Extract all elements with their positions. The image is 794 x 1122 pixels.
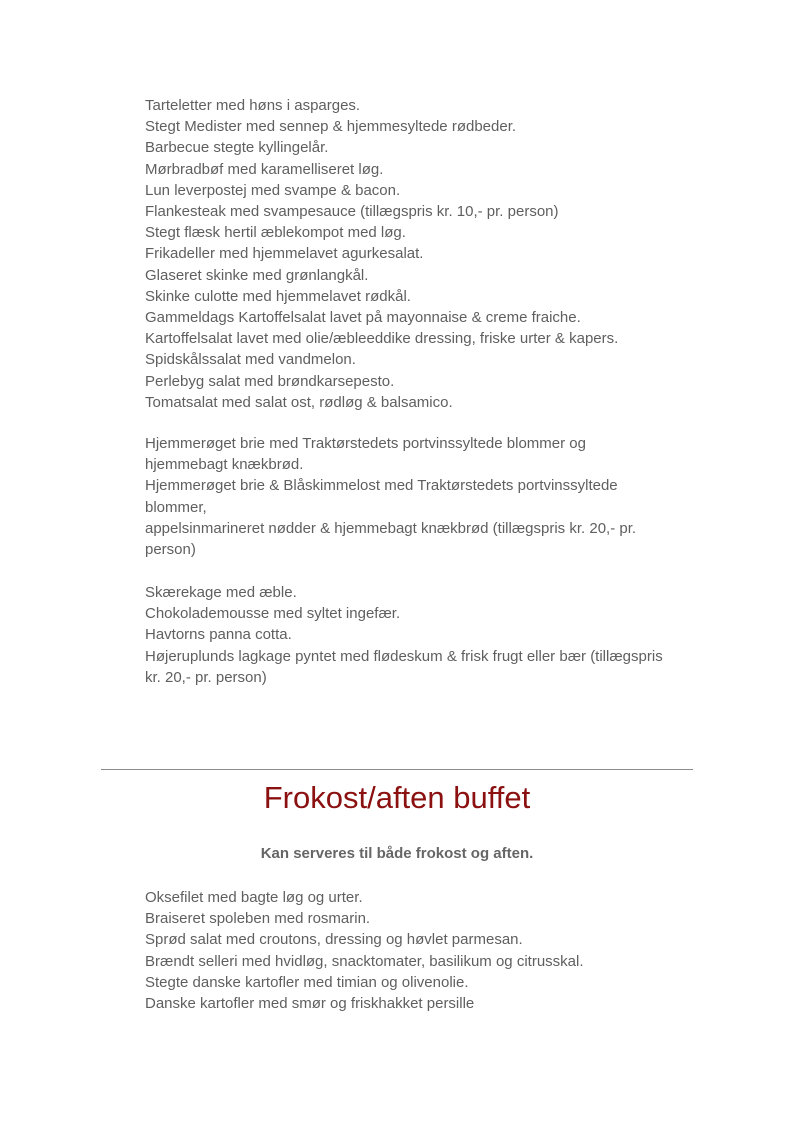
cheese-item-line: hjemmebagt knækbrød. bbox=[145, 456, 304, 474]
menu-item: Tomatsalat med salat ost, rødløg & balsamico. bbox=[145, 393, 453, 411]
cheese-item-line: appelsinmarineret nødder & hjemmebagt knækbrød (tillægspris kr. 20,- pr. bbox=[145, 519, 637, 537]
menu-item: Frikadeller med hjemmelavet agurkesalat. bbox=[145, 245, 424, 263]
menu-item: Spidskålssalat med vandmelon. bbox=[145, 351, 356, 369]
section-divider bbox=[101, 769, 693, 770]
dessert-item-line: Chokolademousse med syltet ingefær. bbox=[145, 605, 401, 623]
menu-item: Gammeldags Kartoffelsalat lavet på mayonnaise & creme fraiche. bbox=[145, 309, 581, 327]
menu-item-list bbox=[145, 95, 705, 413]
dessert-item-list bbox=[145, 582, 705, 688]
buffet-item: Braiseret spoleben med rosmarin. bbox=[145, 910, 371, 928]
menu-item: Mørbradbøf med karamelliseret løg. bbox=[145, 160, 384, 178]
menu-item: Tarteletter med høns i asparges. bbox=[145, 97, 361, 114]
cheese-item-line: Hjemmerøget brie med Traktørstedets portvinssyltede blommer og bbox=[145, 435, 586, 452]
buffet-subheading: Kan serveres til både frokost og aften. bbox=[260, 845, 534, 862]
cheese-item-line: blommer, bbox=[145, 498, 207, 516]
menu-item: Perlebyg salat med brøndkarsepesto. bbox=[145, 372, 395, 390]
buffet-item: Danske kartofler med smør og friskhakket persille bbox=[145, 995, 475, 1013]
menu-item: Skinke culotte med hjemmelavet rødkål. bbox=[145, 287, 411, 305]
buffet-item: Oksefilet med bagte løg og urter. bbox=[145, 889, 363, 906]
menu-item: Flankesteak med svampesauce (tillægspris kr. 10,- pr. person) bbox=[145, 203, 559, 221]
menu-item: Stegt flæsk hertil æblekompot med løg. bbox=[145, 224, 406, 242]
dessert-item-line: kr. 20,- pr. person) bbox=[145, 668, 267, 686]
buffet-item-list bbox=[145, 887, 705, 1014]
buffet-item: Sprød salat med croutons, dressing og høvlet parmesan. bbox=[145, 931, 523, 949]
cheese-item-list bbox=[145, 433, 705, 560]
menu-item: Glaseret skinke med grønlangkål. bbox=[145, 266, 369, 284]
menu-item: Lun leverpostej med svampe & bacon. bbox=[145, 181, 401, 199]
cheese-item-line: person) bbox=[145, 541, 196, 559]
dessert-item-line: Havtorns panna cotta. bbox=[145, 626, 292, 644]
buffet-item: Stegte danske kartofler med timian og olivenolie. bbox=[145, 973, 469, 991]
buffet-heading: Frokost/aften buffet bbox=[263, 780, 531, 815]
menu-item: Barbecue stegte kyllingelår. bbox=[145, 139, 329, 157]
dessert-item-line: Skærekage med æble. bbox=[145, 584, 297, 601]
menu-item: Stegt Medister med sennep & hjemmesyltede rødbeder. bbox=[145, 118, 517, 136]
buffet-item: Brændt selleri med hvidløg, snacktomater, basilikum og citrusskal. bbox=[145, 952, 584, 970]
cheese-item-line: Hjemmerøget brie & Blåskimmelost med Traktørstedets portvinssyltede bbox=[145, 477, 618, 495]
menu-item: Kartoffelsalat lavet med olie/æbleeddike dressing, friske urter & kapers. bbox=[145, 330, 619, 348]
dessert-item-line: Højeruplunds lagkage pyntet med flødeskum & frisk frugt eller bær (tillægspris bbox=[145, 647, 663, 665]
